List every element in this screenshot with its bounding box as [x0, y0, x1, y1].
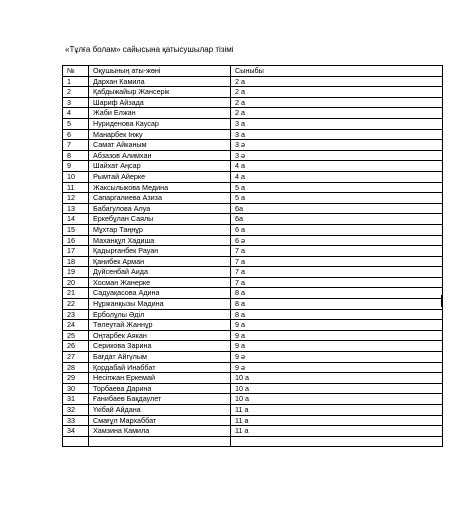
row-number: 6	[63, 129, 89, 140]
table-row	[63, 383, 443, 394]
student-name: Хамзина Камила	[89, 426, 231, 437]
row-number: 34	[63, 426, 89, 437]
table-row	[63, 87, 443, 98]
student-name: Несіпжан Еркемай	[89, 373, 231, 384]
student-name	[89, 436, 231, 447]
table-row	[63, 309, 443, 320]
grade: 9 а	[231, 341, 443, 352]
student-name: Шайхат Аңсар	[89, 161, 231, 172]
row-number: 8	[63, 150, 89, 161]
grade: 5 а	[231, 193, 443, 204]
document-title: «Тұлға болам» сайысына қатысушылар тізімі	[65, 45, 234, 54]
student-name: Рымтай Айерке	[89, 171, 231, 182]
student-name: Жаби Елжан	[89, 108, 231, 119]
table-row	[63, 362, 443, 373]
row-number: 30	[63, 383, 89, 394]
grade: 4 а	[231, 171, 443, 182]
student-name: Самат Айканым	[89, 140, 231, 151]
grade	[231, 436, 443, 447]
student-name: Садуақасова Адина	[89, 288, 231, 299]
table-row	[63, 140, 443, 151]
student-name: Қабдыжайыр Жансерік	[89, 87, 231, 98]
table-row	[63, 161, 443, 172]
header-student-name: Оқушының аты-жөні	[89, 66, 231, 77]
grade: 6 ә	[231, 235, 443, 246]
table-row	[63, 171, 443, 182]
student-name: Ғанибаев Бақдаулет	[89, 394, 231, 405]
grade: 2 а	[231, 97, 443, 108]
student-name: Төлеутай Жаннұр	[89, 320, 231, 331]
student-name: Торбаева Дарина	[89, 383, 231, 394]
grade: 6 а	[231, 224, 443, 235]
student-name: Дүйсенбай Аида	[89, 267, 231, 278]
student-name: Қанибек Арман	[89, 256, 231, 267]
row-number: 33	[63, 415, 89, 426]
row-number: 19	[63, 267, 89, 278]
table-row	[63, 235, 443, 246]
row-number: 15	[63, 224, 89, 235]
table-row	[63, 182, 443, 193]
table-row	[63, 108, 443, 119]
table-row	[63, 405, 443, 416]
grade: 7 а	[231, 256, 443, 267]
header-number: №	[63, 66, 89, 77]
table-row	[63, 193, 443, 204]
student-name: Бағдат Айгүлым	[89, 352, 231, 363]
student-name: Сапаргалиева Азиза	[89, 193, 231, 204]
row-number: 2	[63, 87, 89, 98]
table-row	[63, 150, 443, 161]
student-name: Жаксылыкова Медина	[89, 182, 231, 193]
row-number: 18	[63, 256, 89, 267]
grade: 9 а	[231, 320, 443, 331]
table-row	[63, 415, 443, 426]
grade: 7 а	[231, 246, 443, 257]
student-name: Үкібай Айдана	[89, 405, 231, 416]
grade: 2 а	[231, 76, 443, 87]
grade: 6а	[231, 203, 443, 214]
student-name: Ерболұлы Әділ	[89, 309, 231, 320]
row-number: 27	[63, 352, 89, 363]
table-row	[63, 203, 443, 214]
table-row	[63, 246, 443, 257]
row-number: 13	[63, 203, 89, 214]
row-number: 25	[63, 330, 89, 341]
grade: 8 а	[231, 309, 443, 320]
row-number: 12	[63, 193, 89, 204]
row-number: 10	[63, 171, 89, 182]
table-header-row	[63, 66, 443, 77]
student-name: Серикова Зарина	[89, 341, 231, 352]
row-number: 32	[63, 405, 89, 416]
row-number: 28	[63, 362, 89, 373]
student-name: Нуриденова Каусар	[89, 118, 231, 129]
table-row	[63, 97, 443, 108]
grade: 10 а	[231, 394, 443, 405]
table-row	[63, 129, 443, 140]
row-number: 31	[63, 394, 89, 405]
grade: 2 а	[231, 87, 443, 98]
grade: 11 а	[231, 426, 443, 437]
table-row	[63, 426, 443, 437]
student-name: Оңтарбек Аякан	[89, 330, 231, 341]
table-row	[63, 352, 443, 363]
grade: 9 ә	[231, 362, 443, 373]
table-row	[63, 341, 443, 352]
student-name: Маханқұл Хадиша	[89, 235, 231, 246]
student-name: Абзазов Алимхан	[89, 150, 231, 161]
grade: 11 а	[231, 415, 443, 426]
grade: 7 а	[231, 267, 443, 278]
table-row	[63, 256, 443, 267]
grade: 11 а	[231, 405, 443, 416]
grade: 3 ә	[231, 150, 443, 161]
table-row	[63, 373, 443, 384]
student-name: Мұхтар Таңнұр	[89, 224, 231, 235]
row-number: 4	[63, 108, 89, 119]
grade: 6а	[231, 214, 443, 225]
table-row	[63, 214, 443, 225]
row-number: 24	[63, 320, 89, 331]
table-row	[63, 267, 443, 278]
student-name: Смағұл Мархаббат	[89, 415, 231, 426]
grade: 10 а	[231, 373, 443, 384]
student-name: Хосман Жанерке	[89, 277, 231, 288]
row-number	[63, 436, 89, 447]
student-name: Еркебұлан Саялы	[89, 214, 231, 225]
header-grade: Сыныбы	[231, 66, 443, 77]
row-number: 17	[63, 246, 89, 257]
student-name: Нұржанқызы Мадина	[89, 299, 231, 310]
grade: 8 а	[231, 288, 443, 299]
row-number: 23	[63, 309, 89, 320]
grade: 7 а	[231, 277, 443, 288]
row-number: 9	[63, 161, 89, 172]
table-row	[63, 277, 443, 288]
row-number: 26	[63, 341, 89, 352]
row-number: 11	[63, 182, 89, 193]
table-row	[63, 118, 443, 129]
student-name: Бабагулова Алуа	[89, 203, 231, 214]
table-row	[63, 320, 443, 331]
grade: 3 а	[231, 118, 443, 129]
table-row	[63, 76, 443, 87]
table-row	[63, 394, 443, 405]
student-name: Шариф Айзада	[89, 97, 231, 108]
student-name: Қадырғанбек Рауан	[89, 246, 231, 257]
grade: 3 а	[231, 129, 443, 140]
grade: 9 а	[231, 330, 443, 341]
table-row	[63, 330, 443, 341]
text-cursor	[441, 295, 443, 307]
participants-table	[62, 65, 443, 447]
row-number: 3	[63, 97, 89, 108]
table-row	[63, 299, 443, 310]
row-number: 22	[63, 299, 89, 310]
grade: 3 ә	[231, 140, 443, 151]
row-number: 14	[63, 214, 89, 225]
student-name: Дархан Камила	[89, 76, 231, 87]
grade: 9 ә	[231, 352, 443, 363]
grade: 4 а	[231, 161, 443, 172]
grade: 10 а	[231, 383, 443, 394]
table-row	[63, 436, 443, 447]
student-name: Қордабай Инаббат	[89, 362, 231, 373]
grade: 5 а	[231, 182, 443, 193]
grade: 2 а	[231, 108, 443, 119]
row-number: 1	[63, 76, 89, 87]
row-number: 5	[63, 118, 89, 129]
student-name: Манарбек Інжу	[89, 129, 231, 140]
row-number: 20	[63, 277, 89, 288]
table-row	[63, 224, 443, 235]
row-number: 7	[63, 140, 89, 151]
grade: 8 а	[231, 299, 443, 310]
row-number: 29	[63, 373, 89, 384]
row-number: 21	[63, 288, 89, 299]
table-row	[63, 288, 443, 299]
row-number: 16	[63, 235, 89, 246]
